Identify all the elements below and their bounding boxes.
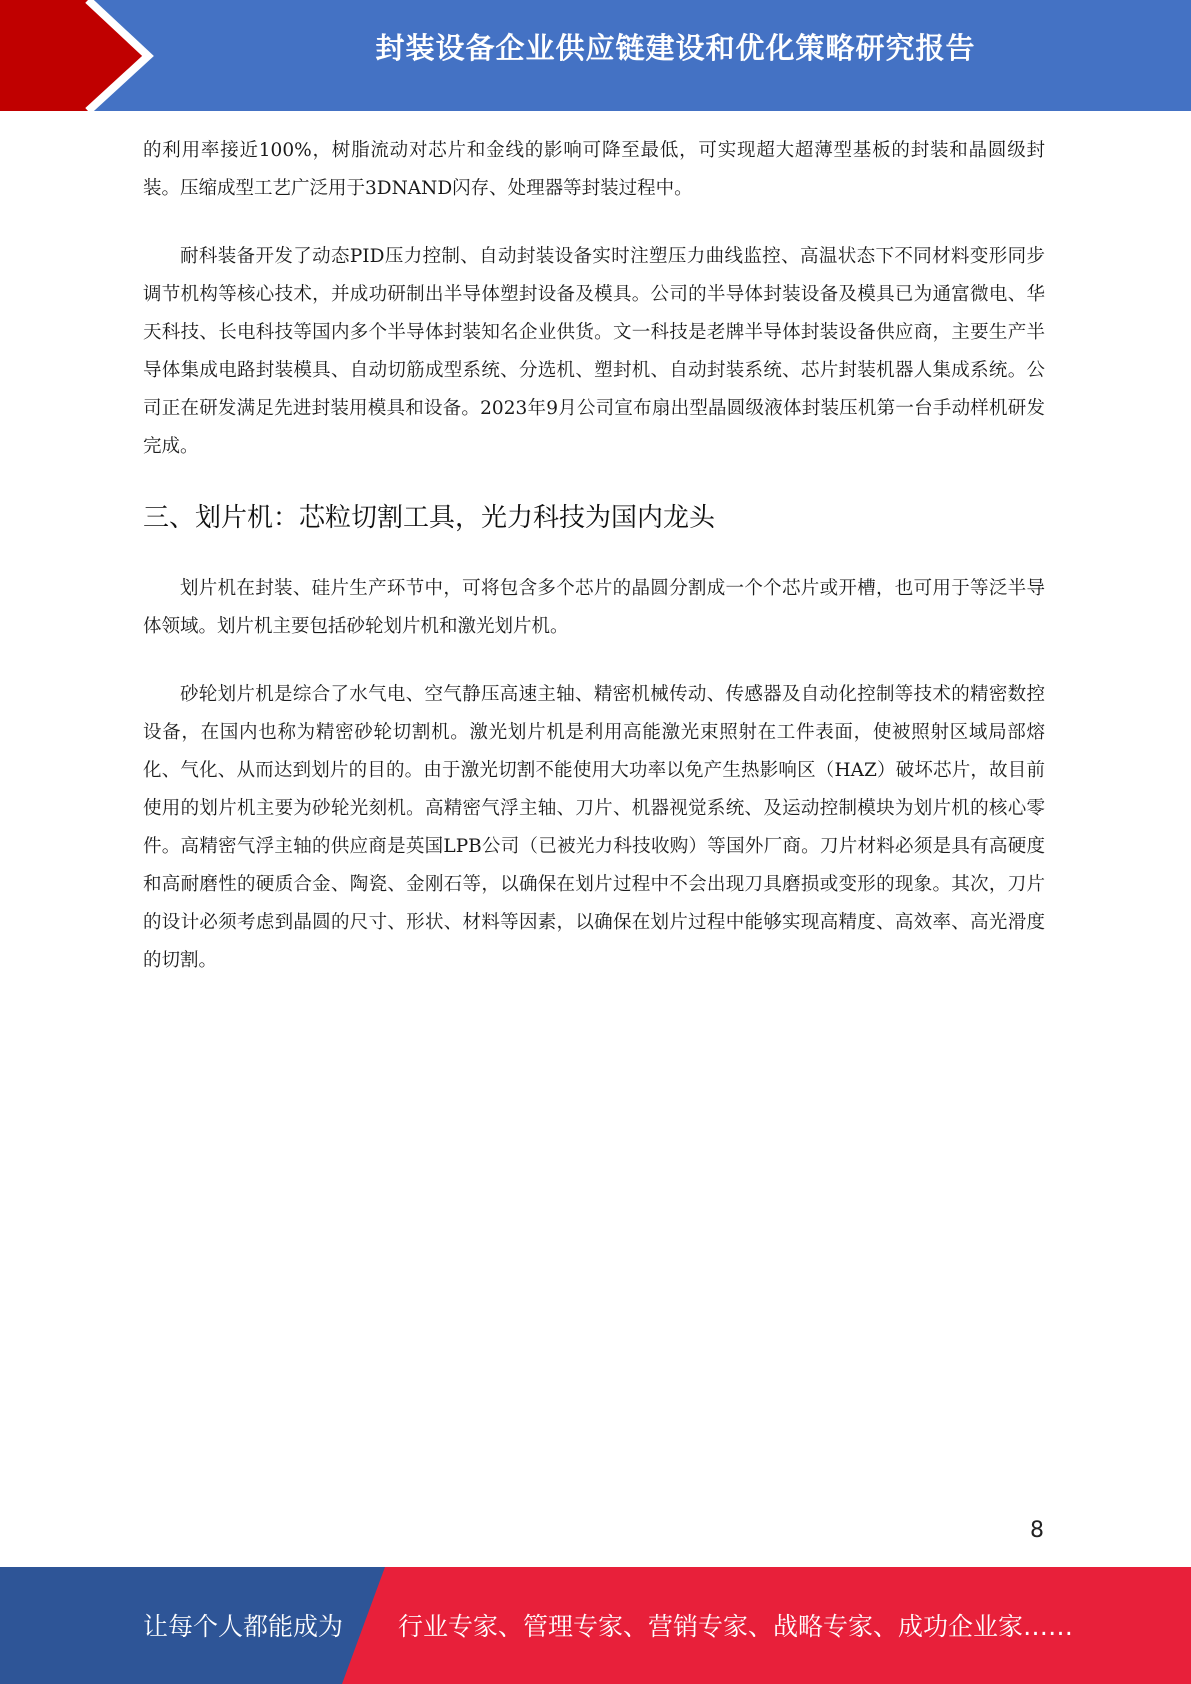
page-number: 8	[1030, 1518, 1044, 1543]
footer-slogan-right: 行业专家、管理专家、营销专家、战略专家、成功企业家……	[398, 1612, 1074, 1641]
report-title: 封装设备企业供应链建设和优化策略研究报告	[375, 31, 976, 65]
paragraph-dicing-detail: 砂轮划片机是综合了水气电、空气静压高速主轴、精密机械传动、传感器及自动化控制等技术的精密数控设备，在国内也称为精密砂轮切割机。激光划片机是利用高能激光束照射在工件表面，使被照射区域局部熔化、气化、从而达到划片的目的。由于激光切割不能使用大功率以免产生热影响区（HAZ）破坏芯片，故目前使用的划片机主要为砂轮光刻机。高精密气浮主轴、刀片、机器视觉系统、及运动控制模块为划片机的核心零件。高精密气浮主轴的供应商是英国LPB公司（已被光力科技收购）等国外厂商。刀片材料必须是具有高硬度和高耐磨性的硬质合金、陶瓷、金刚石等，以确保在划片过程中不会出现刀具磨损或变形的现象。其次，刀片的设计必须考虑到晶圆的尺寸、形状、材料等因素，以确保在划片过程中能够实现高精度、高效率、高光滑度的切割。	[143, 684, 1045, 971]
paragraph-dicing-intro: 划片机在封装、硅片生产环节中，可将包含多个芯片的晶圆分割成一个个芯片或开槽，也可用于等泛半导体领域。划片机主要包括砂轮划片机和激光划片机。	[143, 578, 1045, 637]
document-body	[143, 132, 1045, 1010]
paragraph-neike: 耐科装备开发了动态PID压力控制、自动封装设备实时注塑压力曲线监控、高温状态下不同材料变形同步调节机构等核心技术，并成功研制出半导体塑封设备及模具。公司的半导体封装设备及模具已为通富微电、华天科技、长电科技等国内多个半导体封装知名企业供货。文一科技是老牌半导体封装设备供应商，主要生产半导体集成电路封装模具、自动切筋成型系统、分选机、塑封机、自动封装系统、芯片封装机器人集成系统。公司正在研发满足先进封装用模具和设备。2023年9月公司宣布扇出型晶圆级液体封装压机第一台手动样机研发完成。	[143, 246, 1045, 457]
footer-banner	[0, 1567, 1191, 1684]
paragraph-continuation: 的利用率接近100%，树脂流动对芯片和金线的影响可降至最低，可实现超大超薄型基板的封装和晶圆级封装。压缩成型工艺广泛用于3DNAND闪存、处理器等封装过程中。	[143, 140, 1045, 199]
section-heading: 三、划片机：芯粒切割工具，光力科技为国内龙头	[143, 503, 716, 533]
footer-slogan-left: 让每个人都能成为	[143, 1612, 344, 1641]
header-banner	[0, 0, 1191, 111]
red-arrow-shape	[0, 0, 148, 111]
